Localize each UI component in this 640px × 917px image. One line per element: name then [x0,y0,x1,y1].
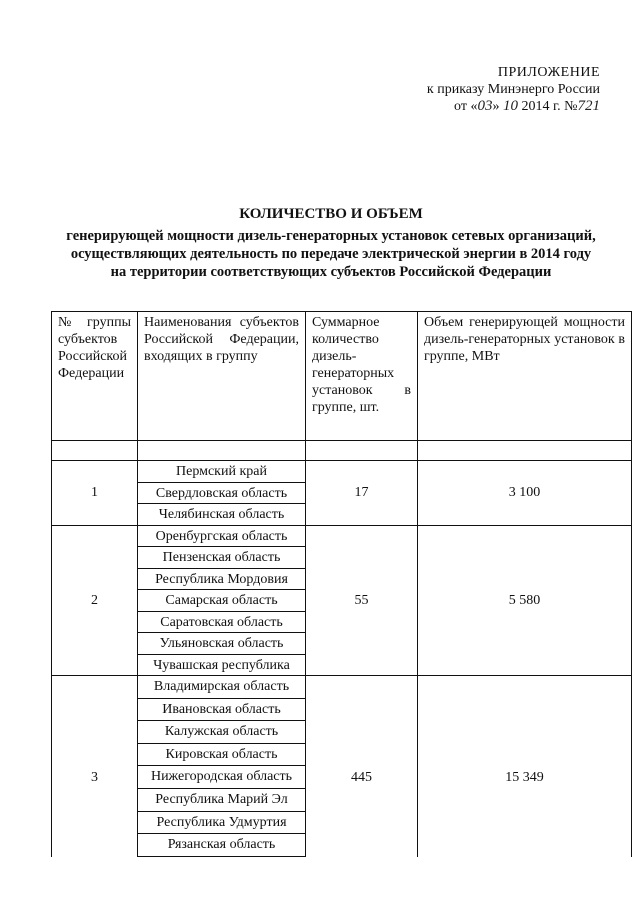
group-count: 445 [306,676,418,879]
handwritten-order-number: 721 [577,98,600,114]
handwritten-month: 10 [502,98,518,114]
attachment-title: ПРИЛОЖЕНИЕ [497,65,600,80]
table-row-group-3 [52,676,632,879]
heading-main: КОЛИЧЕСТВО И ОБЪЕМ [239,206,423,222]
document-heading [40,205,622,281]
attachment-date-line [427,98,600,115]
region-name: Республика Удмуртия [138,812,305,835]
region-name: Оренбургская область [138,526,305,548]
heading-line-3: на территории соответствующих субъектов Российской Федерации [110,264,552,280]
header-count: Суммарное количество дизель-генераторных установок в группе, шт. [306,312,418,441]
table-row-group-2 [52,525,632,676]
groups-table [51,311,632,879]
region-name: Республика Мордовия [138,569,305,591]
header-volume: Объем генерирующей мощности дизель-генераторных установок в группе, МВт [418,312,632,441]
group-volume: 5 580 [418,525,632,676]
header-group-number: № группы субъектов Российской Федерации [52,312,138,441]
region-name: Самарская область [138,590,305,612]
group-regions [138,525,306,676]
heading-line-2: осуществляющих деятельность по передаче электрической энергии в 2014 году [70,246,592,262]
group-number: 2 [52,525,138,676]
region-name: Челябинская область [158,507,285,522]
group-count: 55 [306,525,418,676]
region-name: Пермский край [138,461,305,483]
region-name: Кировская область [138,744,305,767]
region-name: Ульяновская область [138,633,305,655]
region-name: Калужская область [138,721,305,744]
attachment-block [427,64,600,115]
date-prefix: от « [454,99,478,114]
attachment-order-line: к приказу Минэнерго России [426,82,600,97]
group-volume: 15 349 [418,676,632,879]
table-header-row [52,312,632,441]
region-name: Рязанская область [138,834,305,857]
region-name: Чувашская республика [153,657,290,673]
region-name: Саратовская область [138,612,305,634]
region-name: Пензенская область [138,547,305,569]
table-row-group-1 [52,461,632,526]
region-name: Ивановская область [138,699,305,722]
region-name: Владимирская область [138,676,305,699]
handwritten-day: 03 [477,98,493,114]
page-bottom-edge [51,857,633,917]
heading-line-1: генерирующей мощности дизель-генераторных установок сетевых организаций, [66,228,596,244]
region-name: Нижегородская область [138,766,305,789]
group-number: 3 [52,676,138,879]
group-volume: 3 100 [418,461,632,526]
date-year: 2014 г. № [517,99,578,114]
region-name: Республика Марий Эл [138,789,305,812]
group-number: 1 [52,461,138,526]
header-regions: Наименования субъектов Российской Федерации, входящих в группу [138,312,306,441]
region-name: Свердловская область [138,483,305,505]
table-spacer-row [52,441,632,461]
group-count: 17 [306,461,418,526]
group-regions [138,461,306,526]
date-mid: » [492,99,503,114]
group-regions [138,676,306,879]
